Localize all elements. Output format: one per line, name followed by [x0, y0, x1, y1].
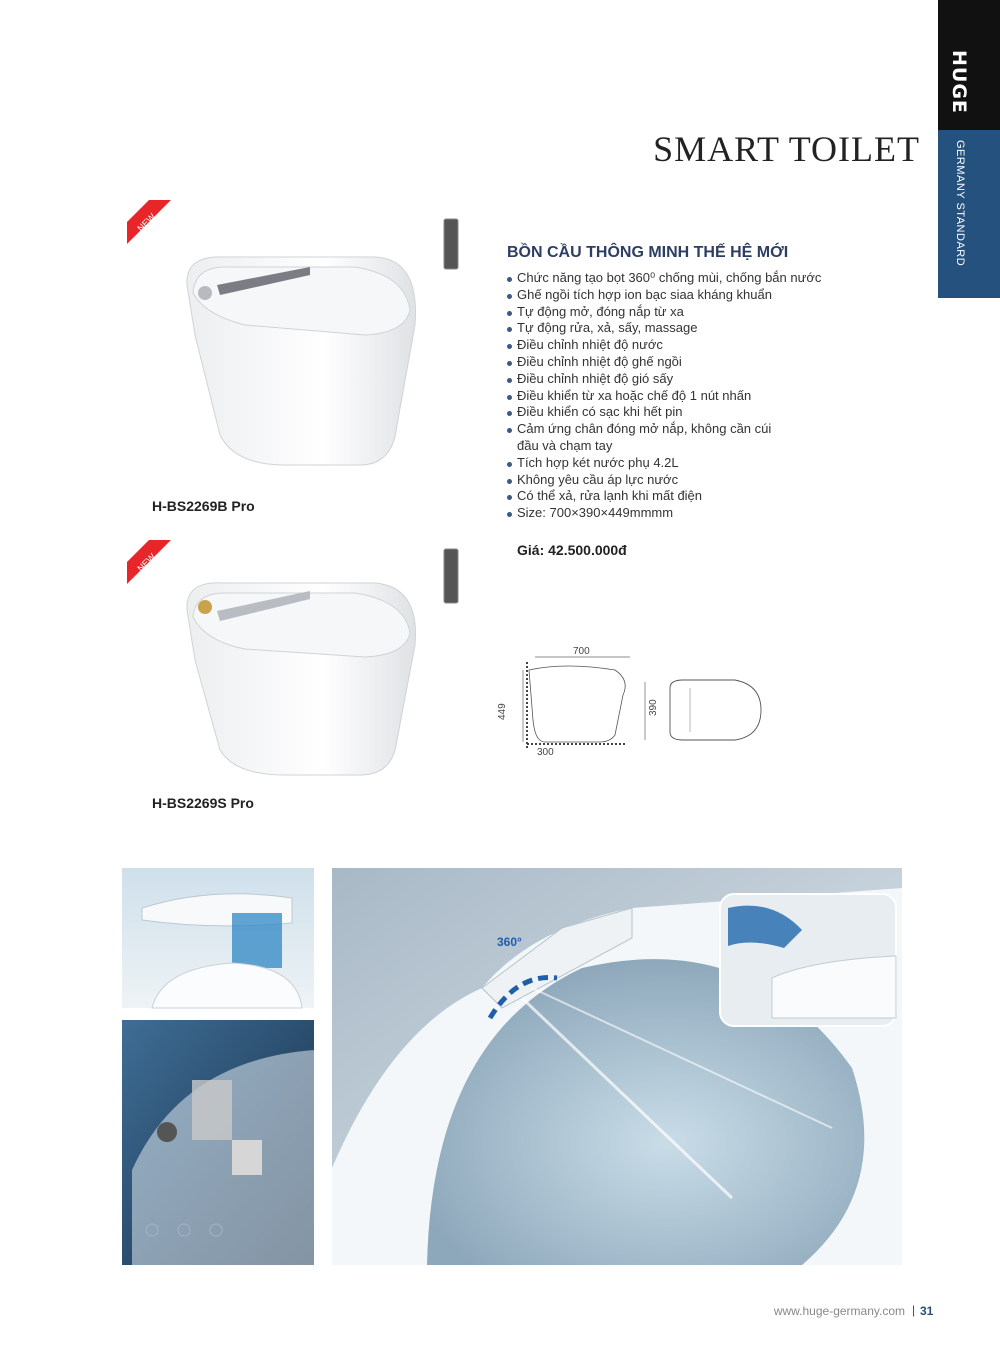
- photo-foam-shield: [332, 868, 902, 1265]
- feature-item: Điều khiển từ xa hoặc chế độ 1 nút nhấn: [507, 388, 887, 405]
- dim-depth-label: 390: [648, 699, 659, 716]
- feature-item: Chức năng tạo bọt 360⁰ chống mùi, chống bắn nước: [507, 270, 887, 287]
- page-title: SMART TOILET: [653, 129, 920, 169]
- photo-internal-mechanism: [122, 1020, 314, 1265]
- feature-item: Ghế ngồi tích hợp ion bạc siaa kháng khuẩn: [507, 287, 887, 304]
- footer-separator: |: [912, 1303, 916, 1317]
- feature-item: Cảm ứng chân đóng mở nắp, không cần cúi đầu và chạm tay: [507, 421, 782, 455]
- brand-side-tab: [938, 0, 1000, 298]
- photo-tank-detail: [122, 868, 314, 1008]
- badge-360: 360°: [497, 935, 522, 949]
- svg-text:NEW: NEW: [135, 211, 158, 234]
- feature-item: Size: 700×390×449mmmm: [507, 505, 887, 522]
- dim-width-label: 700: [573, 646, 590, 657]
- feature-item: Có thể xả, rửa lạnh khi mất điện: [507, 488, 887, 505]
- product-image-h-bs2269s: [165, 555, 475, 790]
- feature-item: Điều chỉnh nhiệt độ ghế ngồi: [507, 354, 887, 371]
- dimension-diagram: [497, 640, 775, 775]
- price: Giá: 42.500.000đ: [517, 542, 627, 558]
- spec-title: BỒN CẦU THÔNG MINH THẾ HỆ MỚI: [507, 244, 789, 261]
- product-model-2: H-BS2269S Pro: [152, 795, 254, 811]
- feature-item: Tích hợp két nước phụ 4.2L: [507, 455, 887, 472]
- brand-logo: HUGE: [948, 50, 970, 114]
- feature-item: Không yêu cầu áp lực nước: [507, 472, 887, 489]
- page-number: 31: [920, 1304, 934, 1318]
- feature-item: Tự động mở, đóng nắp từ xa: [507, 304, 887, 321]
- dim-height-label: 449: [497, 703, 508, 720]
- dim-rough-in-label: 300: [537, 747, 554, 758]
- product-image-h-bs2269b: [165, 215, 475, 480]
- svg-text:NEW: NEW: [135, 551, 158, 574]
- feature-item: Tự động rửa, xả, sấy, massage: [507, 320, 887, 337]
- feature-item: Điều khiển có sạc khi hết pin: [507, 404, 887, 421]
- remote-control-image: [443, 548, 459, 609]
- feature-item: Điều chỉnh nhiệt độ nước: [507, 337, 887, 354]
- brand-tagline: GERMANY STANDARD: [954, 140, 966, 267]
- feature-list: [507, 270, 887, 522]
- feature-item: Điều chỉnh nhiệt độ gió sấy: [507, 371, 887, 388]
- remote-control-image: [443, 218, 459, 275]
- product-model-1: H-BS2269B Pro: [152, 498, 255, 514]
- footer-url[interactable]: www.huge-germany.com: [773, 1304, 905, 1318]
